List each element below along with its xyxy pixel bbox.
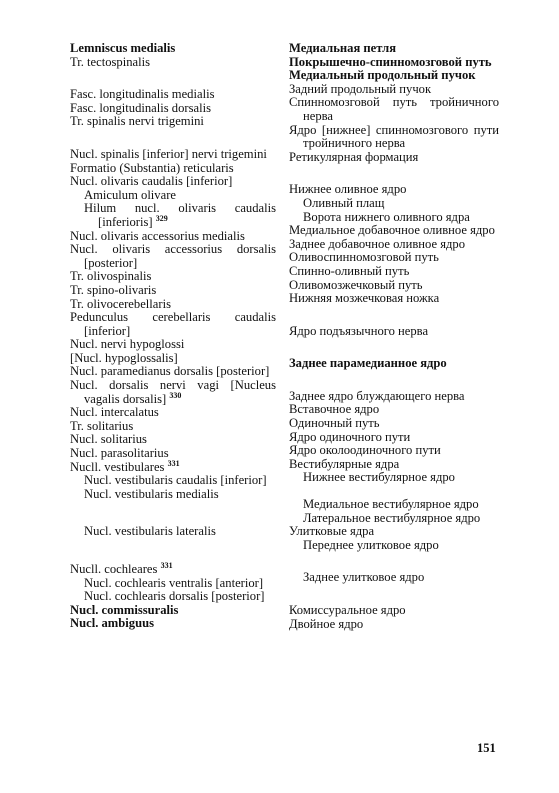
left-term-entry [70,311,276,338]
right-term-entry [289,251,499,265]
right-term-entry [289,390,499,404]
left-term-text: Fasc. longitudinalis medialis [70,87,215,102]
right-term-entry [289,238,499,252]
left-term-entry [70,590,276,604]
right-term-entry [289,292,499,306]
right-term-text: Ядро подъязычного нерва [289,323,429,338]
right-term-text: Ворота нижнего оливного ядра [303,209,470,224]
left-term-entry [70,42,276,56]
right-term-entry [289,431,499,445]
right-term-text: Медиальное добавочное оливное ядро [289,223,495,238]
right-term-text: Заднее улитковое ядро [303,570,425,585]
entry-spacer [289,585,499,604]
left-term-text: Nucll. vestibulares [70,459,165,474]
left-term-entry [70,175,276,189]
right-term-entry [289,444,499,458]
left-term-text: Nucl. intercalatus [70,405,159,420]
right-term-entry [289,83,499,97]
right-term-text: Нижняя мозжечковая ножка [289,291,440,306]
right-term-text: Оливомозжечковый путь [289,277,423,292]
left-term-text: Hilum nucl. olivaris caudalis [inferioris] [84,201,276,229]
left-term-text: Nucl. parasolitarius [70,446,169,461]
left-term-entry [70,352,276,366]
right-term-entry [289,403,499,417]
right-term-entry [289,471,499,485]
left-term-text: Amiculum olivare [84,187,176,202]
right-term-text: Ретикулярная формация [289,149,419,164]
right-term-entry [289,197,499,211]
right-term-text: Заднее парамедианное ядро [289,356,447,371]
entry-spacer [70,501,276,525]
left-term-entry [70,56,276,70]
right-term-text: Вставочное ядро [289,402,380,417]
left-term-entry [70,230,276,244]
right-term-entry [289,357,499,371]
left-term-entry [70,420,276,434]
entry-spacer [289,306,499,325]
right-term-entry [289,604,499,618]
right-term-entry [289,525,499,539]
footnote-marker: 331 [167,458,180,468]
right-term-text: Ядро околоодиночного пути [289,443,441,458]
left-term-entry [70,560,276,577]
left-term-text: Nucll. cochleares [70,562,158,576]
left-term-entry [70,338,276,352]
left-term-text: Nucl. vestibularis lateralis [84,524,216,539]
left-term-text: Nucl. nervi hypoglossi [70,337,185,352]
right-term-entry [289,618,499,632]
left-term-text: Tr. olivocerebellaris [70,296,171,311]
right-term-entry [289,325,499,339]
left-term-text: Nucl. solitarius [70,432,147,447]
entry-spacer [70,539,276,563]
right-term-text: Латеральное вестибулярное ядро [303,510,481,525]
left-term-entry [70,406,276,420]
right-term-entry [289,224,499,238]
left-term-entry [70,365,276,379]
right-term-entry [289,539,499,553]
right-term-entry [289,69,499,83]
right-term-text: Медиальная петля [289,41,397,55]
left-term-entry [70,458,276,475]
left-term-entry [70,617,276,631]
left-term-text: Tr. spino-olivaris [70,282,157,297]
right-term-text: Нижнее оливное ядро [289,182,407,197]
right-term-text: Вестибулярные ядра [289,456,400,471]
right-term-text: Заднее ядро блуждающего нерва [289,388,465,403]
left-term-entry [70,379,276,406]
entry-spacer [289,338,499,357]
left-term-entry [70,284,276,298]
left-term-text: Pedunculus cerebellaris caudalis [inferior] [70,310,276,338]
right-term-entry [289,56,499,70]
right-term-entry [289,151,499,165]
left-term-entry [70,577,276,591]
left-term-text: Tr. solitarius [70,418,134,433]
right-term-text: Оливный плащ [303,195,385,210]
right-term-text: Комиссуральное ядро [289,603,406,617]
left-term-entry [70,525,276,539]
left-term-entry [70,474,276,488]
left-term-text: Nucl. dorsalis nervi vagi [Nucleus vagalis dorsalis] [70,378,276,406]
right-term-entry [289,458,499,472]
left-term-text: Tr. olivospinalis [70,269,152,284]
latin-terms-column [70,42,276,631]
footnote-marker: 330 [169,390,182,400]
right-term-entry [289,498,499,512]
left-term-text: Nucl. olivaris accessorius dorsalis [posterior] [70,242,276,270]
left-term-text: Nucl. cochlearis ventralis [anterior] [84,575,264,590]
left-term-entry [70,115,276,129]
russian-terms-column [289,42,499,631]
right-term-text: Ядро одиночного пути [289,429,411,444]
left-term-entry [70,488,276,502]
left-term-text: Nucl. vestibularis medialis [84,486,219,501]
entry-spacer [289,371,499,390]
right-term-text: Нижнее вестибулярное ядро [303,470,455,485]
left-term-entry [70,202,276,229]
right-term-entry [289,265,499,279]
left-term-entry [70,604,276,618]
right-term-text: Одиночный путь [289,416,380,431]
right-term-text: Двойное ядро [289,616,364,631]
right-term-text: Переднее улитковое ядро [303,537,439,552]
left-term-entry [70,433,276,447]
entry-spacer [70,69,276,88]
left-term-entry [70,148,276,162]
left-term-entry [70,88,276,102]
left-term-text: Nucl. olivaris accessorius medialis [70,228,245,243]
footnote-marker: 331 [160,560,173,570]
right-term-entry [289,96,499,123]
left-term-text: Nucl. ambiguus [70,616,154,631]
left-term-text: Nucl. commissuralis [70,602,179,617]
left-term-entry [70,189,276,203]
right-term-entry [289,279,499,293]
left-term-text: Tr. tectospinalis [70,54,151,69]
right-term-entry [289,124,499,151]
left-term-text: Nucl. olivaris caudalis [inferior] [70,174,233,189]
right-term-text: Спинно-оливный путь [289,263,410,278]
left-term-entry [70,243,276,270]
right-term-entry [289,571,499,585]
right-term-entry [289,183,499,197]
right-term-entry [289,42,499,56]
left-term-text: Formatio (Substantia) reticularis [70,160,234,175]
left-term-text: Fasc. longitudinalis dorsalis [70,100,211,115]
right-term-text: Медиальное вестибулярное ядро [303,497,479,512]
left-term-text: Tr. spinalis nervi trigemini [70,114,204,129]
right-term-entry [289,417,499,431]
right-term-text: Покрышечно-спинномозговой путь [289,54,492,69]
left-term-text: [Nucl. hypoglossalis] [70,350,178,365]
left-term-text: Lemniscus medialis [70,41,176,55]
right-term-text: Оливоспинномозговой путь [289,250,439,265]
right-term-entry [289,512,499,526]
entry-spacer [289,164,499,183]
left-term-entry [70,298,276,312]
left-term-text: Nucl. vestibularis caudalis [inferior] [84,473,267,488]
right-term-text: Заднее добавочное оливное ядро [289,236,465,251]
right-term-entry [289,211,499,225]
left-term-entry [70,270,276,284]
left-term-text: Nucl. cochlearis dorsalis [posterior] [84,589,265,604]
right-term-text: Задний продольный пучок [289,81,432,96]
entry-spacer [70,129,276,148]
right-term-text: Ядро [нижнее] спинномозгового пути тройничного нерва [289,122,499,151]
left-term-entry [70,102,276,116]
left-term-entry [70,162,276,176]
right-term-text: Спинномозговой путь тройничного нерва [289,95,499,123]
right-term-text: Улитковые ядра [289,524,375,539]
left-term-text: Nucl. spinalis [inferior] nervi trigemini [70,146,267,161]
right-term-text: Медиальный продольный пучок [289,68,476,83]
left-term-text: Nucl. paramedianus dorsalis [posterior] [70,364,270,379]
entry-spacer [289,552,499,571]
page-number: 151 [477,741,496,755]
footnote-marker: 329 [155,213,168,223]
